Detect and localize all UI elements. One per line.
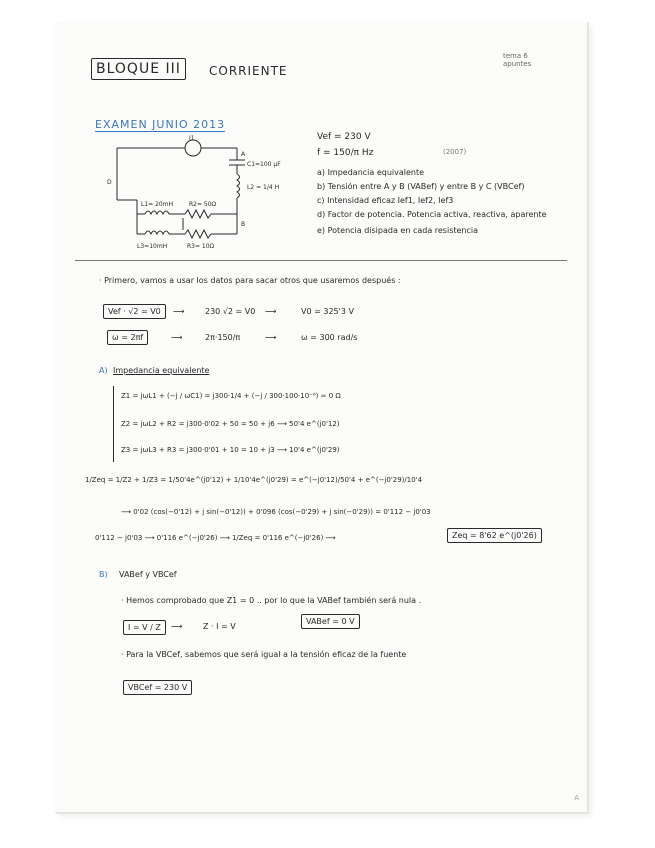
l1-label: L1= 20mH: [141, 201, 174, 208]
ohm-rearranged: Z · I = V: [203, 622, 236, 631]
z1-equation: Z1 = jωL1 + (−j / ωC1) = j300·1/4 + (−j / 300·100·10⁻⁶) ≃ 0 Ω: [121, 392, 341, 400]
given-year: (2007): [443, 148, 467, 156]
node-a-label: A: [241, 151, 246, 158]
question-b: b) Tensión entre A y B (VABef) y entre B y C (VBCef): [317, 182, 525, 191]
step1-box: Vef · √2 = V0: [103, 304, 166, 319]
step1-result: V0 = 325'3 V: [301, 307, 354, 316]
part-b-line2: · Para la VBCef, sabemos que será igual a la tensión eficaz de la fuente: [121, 650, 407, 659]
notebook-page: [55, 22, 588, 813]
bracket: [113, 386, 116, 462]
corner-note: tema 6 apuntes: [503, 52, 532, 68]
step1-arrow: ⟶: [173, 307, 185, 316]
question-c: c) Intensidad eficaz Ief1, Ief2, Ief3: [317, 196, 454, 205]
r3-label: R3= 10Ω: [187, 243, 215, 250]
z3-equation: Z3 = jωL3 + R3 = j300·0'01 + 10 = 10 + j3 ⟶ 10'4 e^(j0'29): [121, 446, 340, 454]
ohm-arrow: ⟶: [171, 622, 183, 631]
part-b-title: VABef y VBCef: [119, 570, 177, 579]
l2-label: L2 = 1/4 H: [247, 184, 280, 191]
c1-label: C1=100 μF: [247, 161, 281, 168]
block-title: BLOQUE III: [91, 58, 186, 80]
step1-work: 230 √2 = V0: [205, 307, 256, 316]
given-vef: Vef = 230 V: [317, 132, 371, 142]
exam-title: EXAMEN JUNIO 2013: [95, 118, 226, 131]
step2-work: 2π·150/π: [205, 333, 241, 342]
intro-line: · Primero, vamos a usar los datos para sacar otros que usaremos después :: [99, 276, 401, 285]
question-d: d) Factor de potencia. Potencia activa, reactiva, aparente: [317, 210, 547, 219]
step2-box: ω = 2πf: [107, 330, 148, 345]
question-a: a) Impedancia equivalente: [317, 168, 425, 177]
zeq-expand: ⟶ 0'02 (cos(−0'12) + j sin(−0'12)) + 0'096 (cos(−0'29) + j sin(−0'29)) = 0'112 − j0'03: [121, 508, 431, 516]
node-b-label: B: [241, 221, 246, 228]
step2-result: ω = 300 rad/s: [301, 333, 358, 342]
question-e: e) Potencia disipada en cada resistencia: [317, 226, 479, 235]
r2-label: R2= 50Ω: [189, 201, 217, 208]
z2-equation: Z2 = jωL2 + R2 = j300·0'02 + 50 = 50 + j6 ⟶ 50'4 e^(j0'12): [121, 420, 340, 428]
section-divider: [75, 260, 567, 261]
step1-arrow-2: ⟶: [265, 307, 277, 316]
part-b-label: B): [99, 570, 108, 579]
zeq-result-box: Zeq = 8'62 e^(j0'26): [447, 528, 542, 543]
zeq-sum: 1/Zeq = 1/Z2 + 1/Z3 = 1/50'4e^(j0'12) + 1/10'4e^(j0'29) = e^(−j0'12)/50'4 + e^(−j0'29)/10'4: [85, 476, 423, 484]
page-mark: A: [574, 794, 579, 802]
source-label: I1: [189, 135, 195, 142]
l3-label: L3=10mH: [137, 243, 168, 250]
step2-arrow: ⟶: [171, 333, 183, 342]
given-f: f = 150/π Hz: [317, 148, 374, 158]
circuit-diagram: [97, 134, 297, 254]
zeq-polar: 0'112 − j0'03 ⟶ 0'116 e^(−j0'26) ⟶ 1/Zeq = 0'116 e^(−j0'26) ⟶: [95, 534, 336, 542]
ohm-law-box: I = V / Z: [123, 620, 166, 635]
node-d-label: D: [107, 179, 112, 186]
part-a-title: Impedancia equivalente: [113, 366, 210, 375]
vbc-result-box: VBCef = 230 V: [123, 680, 192, 695]
topic-title: CORRIENTE: [209, 64, 288, 78]
vab-result-box: VABef = 0 V: [301, 614, 360, 629]
part-b-line1: · Hemos comprobado que Z1 = 0 .. por lo que la VABef también será nula .: [121, 596, 422, 605]
step2-arrow-2: ⟶: [265, 333, 277, 342]
part-a-label: A): [99, 366, 108, 375]
